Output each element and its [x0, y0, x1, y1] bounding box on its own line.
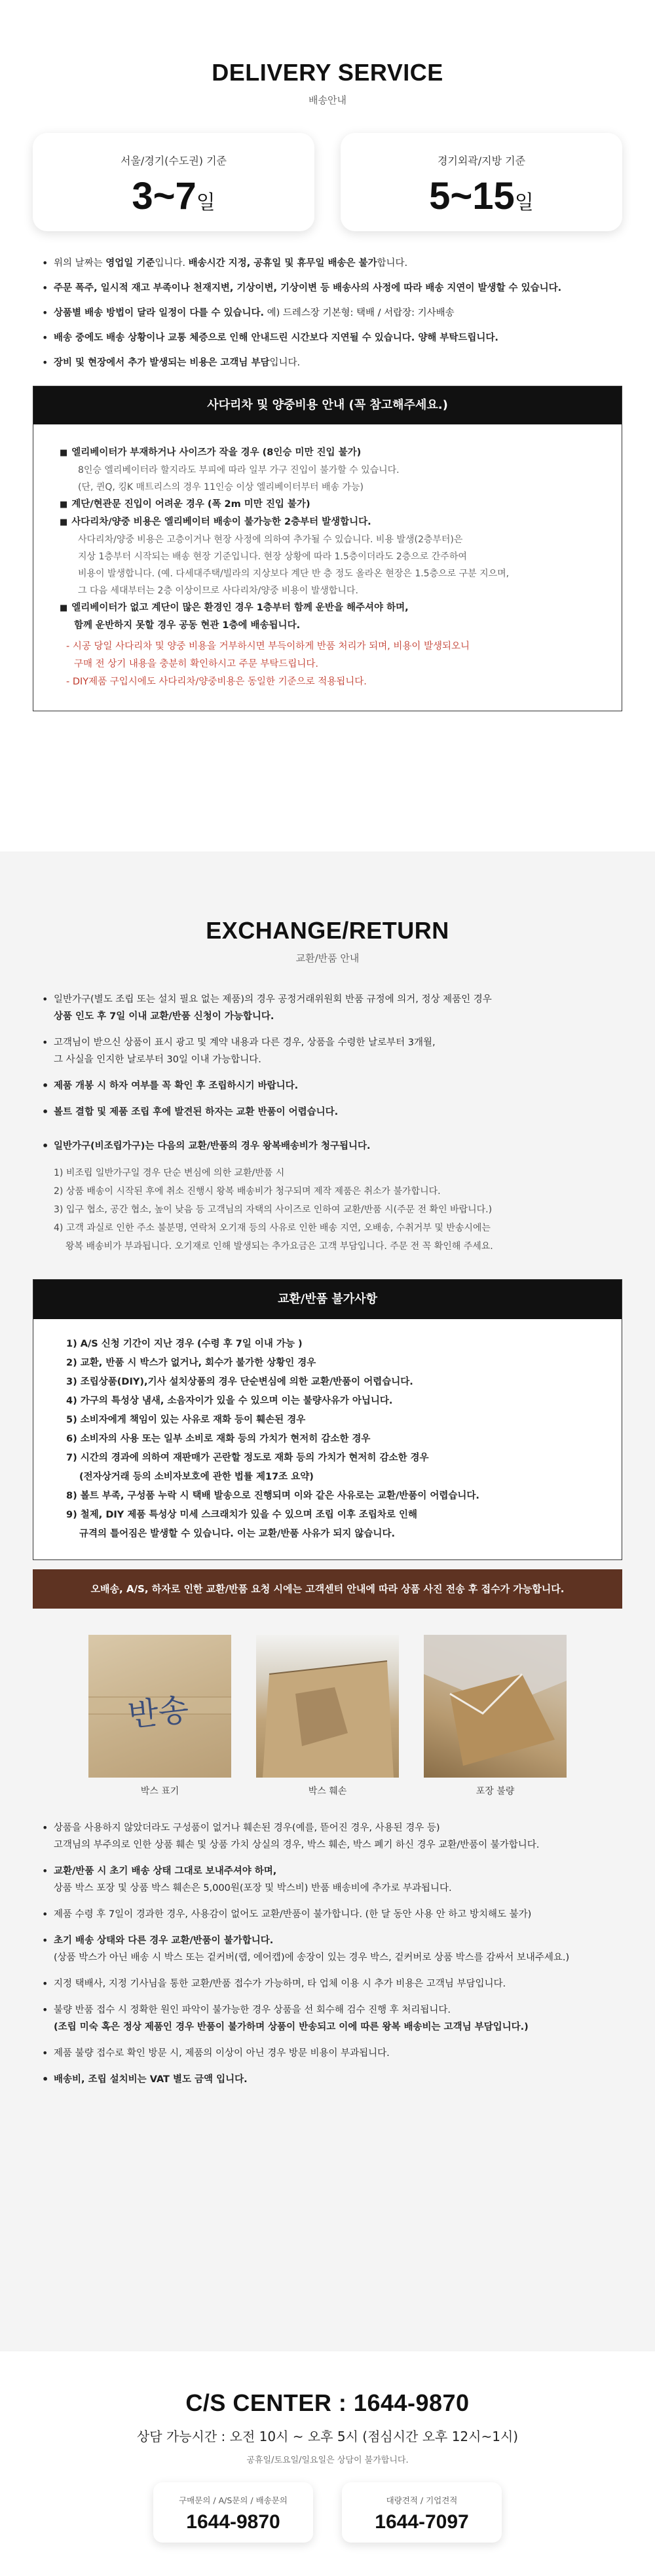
square-bullet-icon: ■ — [60, 448, 68, 458]
exchange-bullet — [42, 1138, 622, 1155]
photo-caption: 박스 훼손 — [308, 1786, 347, 1797]
text-bold: 주문 폭주, 일시적 재고 부족이나 천재지변, 기상이변, 기상이변 등 배송사의 사정에 따라 배송 지연이 발생할 수 있습니다. — [54, 283, 562, 293]
delivery-bullet — [42, 356, 622, 370]
delivery-title: DELIVERY SERVICE — [212, 59, 443, 86]
not-returnable-item: 4) 가구의 특성상 냄새, 소음자이가 있을 수 있으며 이는 불량사유가 아닙니다. — [66, 1396, 393, 1406]
ladder-notice-box — [33, 386, 622, 711]
ladder-notice-body — [33, 424, 622, 711]
not-returnable-body — [33, 1319, 622, 1559]
notice-item-text: 엘리베이터가 없고 계단이 많은 환경인 경우 1층부터 함께 운반을 해주셔야 하며, — [71, 603, 409, 613]
cs-contact-number[interactable]: 1644-7097 — [375, 2511, 469, 2533]
sublist-item: 1) 비조립 일반가구일 경우 단순 변심에 의한 교환/반품 시 — [54, 1168, 285, 1178]
exchange-bullets — [33, 991, 622, 1155]
text: 입니다. — [269, 358, 301, 368]
notice-item — [60, 513, 595, 531]
cs-center-title: C/S CENTER : 1644-9870 — [185, 2389, 470, 2416]
sublist-item: 왕복 배송비가 부과됩니다. 오기재로 인해 발생되는 추가요금은 고객 부담입니다. 주문 전 꼭 확인해 주세요. — [66, 1241, 493, 1252]
packaging-defect-graphic — [424, 1635, 567, 1778]
cs-contact-label: 구매문의 / A/S문의 / 배송문의 — [179, 2495, 288, 2505]
notice-warning: - 시공 당일 사다리차 및 양중 비용을 거부하시면 부득이하게 반품 처리가 되며, 비용이 발생되오니 — [66, 641, 470, 652]
not-returnable-item: 7) 시간의 경과에 의하여 재판매가 곤란할 정도로 재화 등의 가치가 현저히 감소한 경우 — [66, 1453, 429, 1463]
ladder-notice-title: 사다리차 및 양중비용 안내 (꼭 참고해주세요.) — [33, 386, 622, 424]
delivery-bullets — [33, 256, 622, 370]
line: • 일반가구(비조립가구)는 다음의 교환/반품의 경우 왕복배송비가 청구됩니다. — [54, 1141, 371, 1151]
cs-center-section — [0, 2351, 655, 2576]
not-returnable-item: 8) 볼트 부족, 구성품 누락 시 택배 발송으로 진행되며 이와 같은 사유로는 교환/반품이 어렵습니다. — [66, 1491, 479, 1501]
line: (조립 미숙 혹은 정상 제품인 경우 반품이 불가하며 상품이 반송되고 이에 따른 왕복 배송비는 고객님 부담입니다.) — [54, 2022, 529, 2032]
line: • 제품 수령 후 7일이 경과한 경우, 사용감이 없어도 교환/반품이 불가합니다. (한 달 동안 사용 안 하고 방치해도 불가) — [54, 1909, 532, 1920]
photo-box-marking — [88, 1635, 231, 1797]
exchange-bullet — [42, 2071, 622, 2088]
not-returnable-item: (전자상거래 등의 소비자보호에 관한 법률 제17조 요약) — [79, 1472, 314, 1482]
line: (상품 박스가 아닌 배송 시 박스 또는 겉커버(랩, 에어캡)에 송장이 있는 경우 박스, 겉커버로 상품 박스를 감싸서 보내주세요.) — [54, 1952, 570, 1963]
exchange-bullet — [42, 2045, 622, 2062]
notice-item-text: 사다리차/양중 비용은 엘리베이터 배송이 불가능한 2층부터 발생합니다. — [71, 517, 371, 527]
text-bold: 영업일 기준 — [105, 258, 155, 269]
delivery-days-number: 5~15 — [429, 175, 515, 217]
line: • 고객님이 받으신 상품이 표시 광고 및 계약 내용과 다른 경우, 상품을 수령한 날로부터 3개월, — [54, 1037, 436, 1048]
exchange-title: EXCHANGE/RETURN — [206, 917, 449, 944]
exchange-bullet — [42, 1975, 622, 1992]
notice-sub: 8인승 엘리베이터라 할지라도 부피에 따라 일부 가구 진입이 불가할 수 있습니다. — [78, 465, 400, 476]
exchange-bullet — [42, 1863, 622, 1897]
notice-item: 함께 운반하지 못할 경우 공동 현관 1층에 배송됩니다. — [74, 620, 301, 631]
exchange-bullets-2 — [33, 1820, 622, 2088]
sublist-item: 4) 고객 과실로 인한 주소 불분명, 연락처 오기재 등의 사유로 인한 배송 지연, 오배송, 수취거부 및 반송시에는 — [54, 1223, 491, 1233]
line: 그 사실을 인지한 날로부터 30일 이내 가능합니다. — [54, 1055, 261, 1065]
not-returnable-item: 규격의 틀어짐은 발생할 수 있습니다. 이는 교환/반품 사유가 되지 않습니다. — [79, 1529, 395, 1539]
not-returnable-item: 1) A/S 신청 기간이 지난 경우 (수령 후 7일 이내 가능 ) — [66, 1339, 303, 1349]
line: • 일반가구(별도 조립 또는 설치 필요 없는 제품)의 경우 공정거래위원회 반품 규정에 의거, 정상 제품인 경우 — [54, 994, 492, 1005]
line: • 불량 반품 접수 시 정확한 원인 파악이 불가능한 경우 상품을 선 회수해 검수 진행 후 처리됩니다. — [54, 2005, 451, 2015]
line: • 초기 배송 상태와 다른 경우 교환/반품이 불가합니다. — [54, 1935, 274, 1946]
box-marking-photo — [88, 1635, 231, 1778]
line: • 지정 택배사, 지정 기사님을 통한 교환/반품 접수가 가능하며, 타 업체 이용 시 추가 비용은 고객님 부담입니다. — [54, 1979, 506, 1989]
text-bold: 배송 중에도 배송 상황이나 교통 체증으로 인해 안내드린 시간보다 지연될 수 있습니다. 양해 부탁드립니다. — [54, 333, 498, 343]
line: • 배송비, 조립 설치비는 VAT 별도 금액 입니다. — [54, 2074, 248, 2085]
delivery-box-metro — [33, 133, 314, 231]
line: 상품 인도 후 7일 이내 교환/반품 신청이 가능합니다. — [54, 1011, 274, 1022]
line: • 제품 불량 접수로 확인 방문 시, 제품의 이상이 아닌 경우 방문 비용이 부과됩니다. — [54, 2048, 390, 2059]
line: 고객님의 부주의로 인한 상품 훼손 및 상품 가치 상실의 경우, 박스 훼손, 박스 폐기 하신 경우 교환/반품이 불가합니다. — [54, 1840, 540, 1850]
delivery-days — [341, 174, 622, 218]
photo-box-damage — [256, 1635, 399, 1797]
photo-examples — [33, 1635, 622, 1797]
delivery-subtitle: 배송안내 — [309, 94, 346, 106]
not-returnable-title: 교환/반품 불가사항 — [33, 1280, 622, 1319]
delivery-bullet — [42, 281, 622, 295]
delivery-boxes — [33, 133, 622, 231]
square-bullet-icon: ■ — [60, 500, 68, 510]
sublist-item: 3) 입구 협소, 공간 협소, 높이 낮음 등 고객님의 자택의 사이즈로 인하여 교환/반품 시(주문 전 확인 바랍니다.) — [54, 1204, 493, 1215]
notice-sub: 사다리차/양중 비용은 고층이거나 현장 사정에 의하여 추가될 수 있습니다. 비용 발생(2층부터)은 — [78, 534, 463, 545]
delivery-box-regional — [341, 133, 622, 231]
delivery-box-label: 서울/경기(수도권) 기준 — [120, 155, 227, 167]
line: 상품 박스 포장 및 상품 박스 훼손은 5,000원(포장 및 박스비) 반품 배송비에 추가로 부과됩니다. — [54, 1883, 452, 1894]
line: • 볼트 결합 및 제품 조립 후에 발견된 하자는 교환 반품이 어렵습니다. — [54, 1107, 339, 1117]
exchange-bullet — [42, 2002, 622, 2036]
delivery-bullet — [42, 306, 622, 320]
exchange-section — [0, 851, 655, 2351]
delivery-days-unit: 일 — [196, 191, 215, 214]
delivery-bullet — [42, 256, 622, 271]
notice-sub: 지상 1층부터 시작되는 배송 현장 기준입니다. 현장 상황에 따라 1.5층이더라도 2층으로 간주하여 — [78, 551, 467, 562]
not-returnable-item: 2) 교환, 반품 시 박스가 없거나, 회수가 불가한 상황인 경우 — [66, 1358, 316, 1368]
exchange-bullet — [42, 1932, 622, 1966]
notice-warning: 구매 전 상기 내용을 충분히 확인하시고 주문 부탁드립니다. — [74, 659, 319, 669]
cs-contact-number[interactable]: 1644-9870 — [186, 2511, 280, 2533]
notice-item — [60, 496, 595, 513]
cs-hours: 상담 가능시간 : 오전 10시 ~ 오후 5시 (점심시간 오후 12시~1시) — [136, 2429, 519, 2444]
line: • 상품을 사용하지 않았더라도 구성품이 없거나 훼손된 경우(예를, 뜯어진 경우, 사용된 경우 등) — [54, 1823, 440, 1833]
text: 위의 날짜는 — [54, 258, 106, 269]
notice-sub: 그 다음 세대부터는 2층 이상이므로 사다리차/양중 비용이 발생합니다. — [78, 586, 358, 596]
photo-required-banner: 오배송, A/S, 하자로 인한 교환/반품 요청 시에는 고객센터 안내에 따라 상품 사진 전송 후 접수가 가능합니다. — [33, 1569, 622, 1609]
sublist-item: 2) 상품 배송이 시작된 후에 취소 진행시 왕복 배송비가 청구되며 제작 제품은 취소가 불가합니다. — [54, 1186, 441, 1197]
handwritten-return-mark: 반송 — [126, 1691, 191, 1734]
line: • 제품 개봉 시 하자 여부를 꼭 확인 후 조립하시기 바랍니다. — [54, 1081, 299, 1091]
cs-contact-box-general[interactable] — [153, 2482, 313, 2543]
delivery-bullet — [42, 331, 622, 345]
notice-item-text: 계단/현관문 진입이 어려운 경우 (폭 2m 미만 진입 불가) — [71, 499, 310, 510]
square-bullet-icon: ■ — [60, 517, 68, 527]
text-bold: 상품별 배송 방법이 달라 일정이 다를 수 있습니다. — [54, 308, 264, 318]
notice-sub: 비용이 발생합니다. (예. 다세대주택/빌라의 지상보다 계단 반 층 정도 올라온 현장은 1.5층으로 구분 지으며, — [78, 569, 510, 579]
notice-item — [60, 599, 595, 617]
not-returnable-box — [33, 1279, 622, 1560]
photo-caption: 박스 표기 — [140, 1786, 179, 1797]
delivery-box-label: 경기외곽/지방 기준 — [437, 155, 526, 167]
delivery-days-unit: 일 — [514, 191, 534, 214]
not-returnable-item: 9) 철제, DIY 제품 특성상 미세 스크래치가 있을 수 있으며 조립 이후 조립차로 인해 — [66, 1510, 417, 1520]
return-fee-sublist — [33, 1164, 622, 1256]
cs-contact-label: 대량견적 / 기업견적 — [386, 2495, 458, 2505]
photo-packaging-defect — [424, 1635, 567, 1797]
exchange-subtitle: 교환/반품 안내 — [295, 952, 360, 964]
not-returnable-item: 5) 소비자에게 책임이 있는 사유로 재화 등이 훼손된 경우 — [66, 1415, 306, 1425]
square-bullet-icon: ■ — [60, 603, 68, 613]
notice-item — [60, 444, 595, 462]
exchange-bullet — [42, 1077, 622, 1094]
not-returnable-item: 3) 조립상품(DIY),기사 설치상품의 경우 단순변심에 의한 교환/반품이 어렵습니다. — [66, 1377, 413, 1387]
text: 합니다. — [377, 258, 408, 269]
packaging-defect-photo — [424, 1635, 567, 1778]
text-bold: 장비 및 현장에서 추가 발생되는 비용은 고객님 부담 — [54, 358, 270, 368]
delivery-section — [0, 0, 655, 851]
notice-item-text: 엘리베이터가 부재하거나 사이즈가 작을 경우 (8인승 미만 진입 불가) — [71, 447, 362, 458]
exchange-bullet — [42, 1034, 622, 1068]
delivery-days-number: 3~7 — [132, 175, 196, 217]
cs-holiday-note: 공휴일/토요일/일요일은 상담이 불가합니다. — [246, 2455, 409, 2465]
text: 예) 드레스장 기본형: 택배 / 서랍장: 기사배송 — [263, 308, 455, 318]
notice-sub: (단, 퀸Q, 킹K 매트리스의 경우 11인승 이상 엘리베이터부터 배송 가능) — [78, 482, 364, 493]
photo-caption: 포장 불량 — [476, 1786, 515, 1797]
not-returnable-item: 6) 소비자의 사용 또는 일부 소비로 재화 등의 가치가 현저히 감소한 경우 — [66, 1434, 371, 1444]
box-damage-photo — [256, 1635, 399, 1778]
line: • 교환/반품 시 초기 배송 상태 그대로 보내주셔야 하며, — [54, 1866, 277, 1876]
exchange-bullet — [42, 1104, 622, 1121]
cs-contact-boxes — [0, 2482, 655, 2543]
text: 입니다. — [155, 258, 189, 269]
cs-contact-box-bulk[interactable] — [342, 2482, 502, 2543]
notice-warning: - DIY제품 구입시에도 사다리차/양중비용은 동일한 기준으로 적용됩니다. — [66, 677, 367, 687]
exchange-bullet — [42, 1820, 622, 1854]
box-damage-graphic — [256, 1635, 399, 1778]
exchange-bullet — [42, 1906, 622, 1923]
delivery-days — [33, 174, 314, 218]
exchange-bullet — [42, 991, 622, 1025]
text-bold: 배송시간 지정, 공휴일 및 휴무일 배송은 불가 — [188, 258, 377, 269]
